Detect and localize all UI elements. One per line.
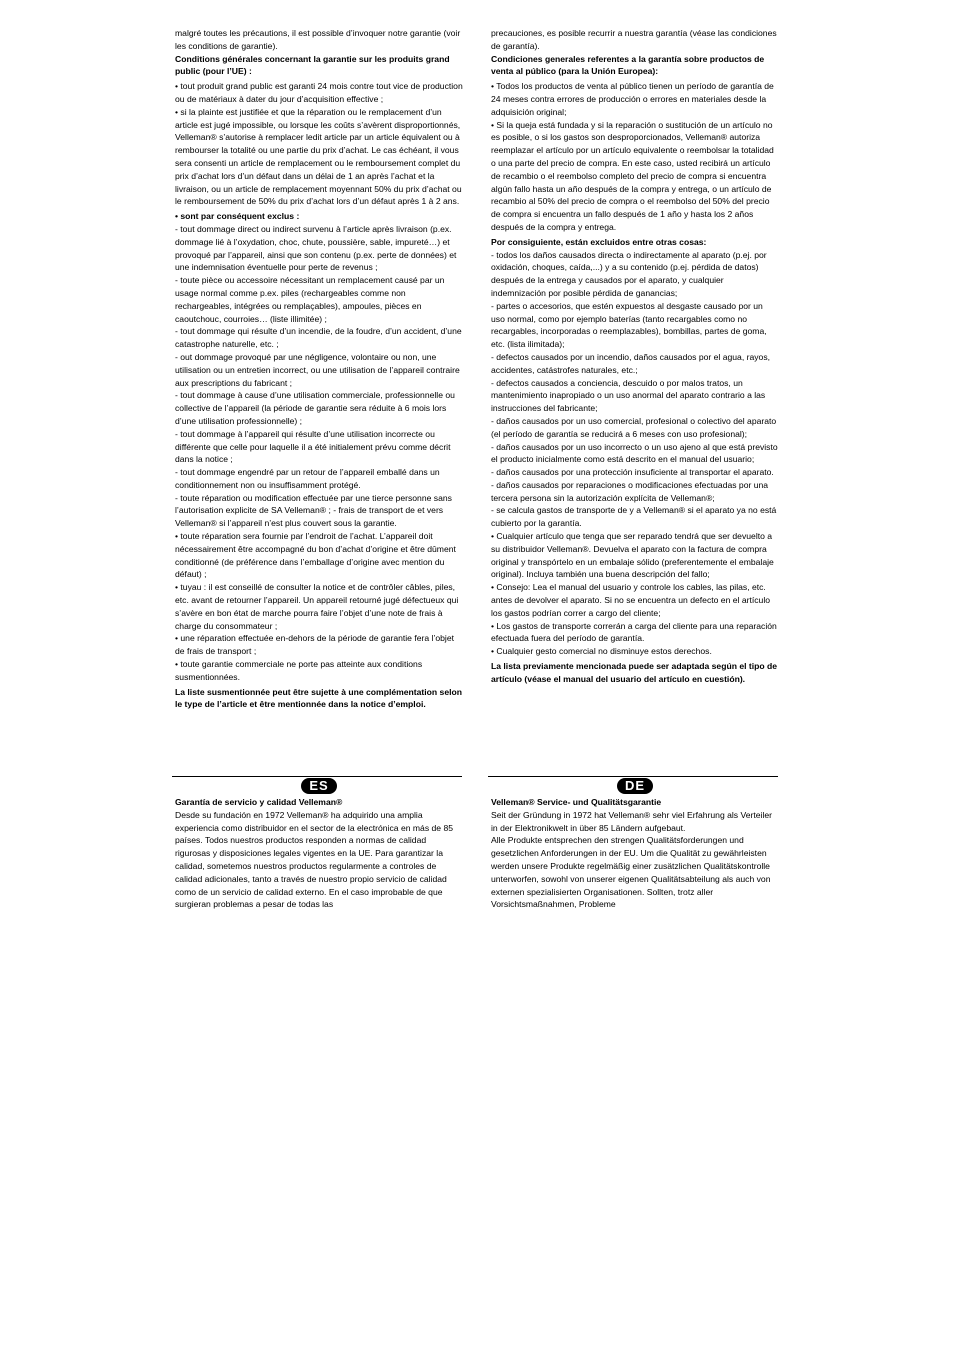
de-section-title: Velleman® Service- und Qualitätsgarantie <box>491 797 662 807</box>
fr-closing: La liste susmentionnée peut être sujette à une complémentation selon le type de l’article et être mentionnée dans la notice d’emploi. <box>175 686 463 710</box>
list-item: - tout dommage qui résulte d’un incendie, de la foudre, d’un accident, d’une catastrophe naturelle, etc. ; <box>175 326 462 350</box>
list-item: • tout produit grand public est garanti 24 mois contre tout vice de production ou de matériaux à dater du jour d’acquisition effective ; <box>175 81 463 104</box>
list-item: • tuyau : il est conseillé de consulter la notice et de contrôler câbles, piles, etc. avant de retourner l’appareil. Un appareil retourné jugé défectueux qui s’avère en bon état de marche pourra faire l’objet d’une note de frais à charge du consommateur ; <box>175 582 459 631</box>
es-excluded-heading: Por consiguiente, están excluidos entre otras cosas: <box>491 236 707 247</box>
es-closing: La lista previamente mencionada puede ser adaptada según el tipo de artículo (véase el manual del usuario del artículo en cuestión). <box>491 661 778 684</box>
list-item: - daños causados por una protección insuficiente al transportar el aparato. <box>491 467 774 478</box>
list-item: - out dommage provoqué par une négligence, volontaire ou non, une utilisation ou un entretien incorrect, ou une utilisation de l’appareil contraire aux prescriptions du fabricant ; <box>175 351 460 388</box>
es-excluded-list <box>491 249 779 659</box>
list-item: - toute pièce ou accessoire nécessitant un remplacement causé par un usage normal comme p.ex. piles (rechargeables comme non rechargeables, intégrées ou remplaçables), ampoules, pièces en caoutchouc, courroies… (liste illimitée) ; <box>175 275 445 324</box>
list-item: - daños causados por reparaciones o modificaciones efectuadas por una tercera persona sin la autorización explícita de Velleman®; <box>491 479 769 503</box>
fr-intro: malgré toutes les précautions, il est possible d’invoquer notre garantie (voir les conditions de garantie). <box>175 28 461 51</box>
de-section-body-2: Alle Produkte entsprechen den strengen Qualitätsforderungen und gesetzlichen Anforderungen in der EU. Um die Qualität zu gewährleisten werden unsere Produkte regelmäßig einer zusätzlichen Qualitätskontrolle unterworfen, sowohl von unserer eigenen Qualitätsabteilung als auch von externen spezialisierten Organisationen. Sollten, trotz aller Vorsichtsmaßnahmen, Probleme <box>491 835 771 910</box>
list-item: - tout dommage à cause d’une utilisation commerciale, professionnelle ou collective de l’appareil (la période de garantie sera réduite à 6 mois lors d’une utilisation professionnelle) ; <box>175 390 455 426</box>
list-item: - partes o accesorios, que estén expuestos al desgaste causado por un uso normal, como por ejemplo baterías (tanto recargables como no recargables, incorporadas o reemplazables), bombillas, partes de goma, etc. (lista ilimitada); <box>491 300 767 350</box>
list-item: • toute réparation sera fournie par l’endroit de l’achat. L’appareil doit nécessairement être accompagné du bon d’achat d’origine et être dûment conditionné (de préférence dans l’emballage d’origine avec mention du défaut) ; <box>175 531 456 580</box>
de-language-badge: DE <box>617 778 653 794</box>
list-item: - todos los daños causados directa o indirectamente al aparato (p.ej. por oxidación, choques, caída,...) y a su contenido (p.ej. pérdida de datos) después de la entrega y causados por el aparato, y cualquier indemnización por posible pérdida de ganancias; <box>491 249 767 298</box>
de-badge-row <box>491 776 779 796</box>
list-item: • Cualquier artículo que tenga que ser reparado tendrá que ser devuelto a su distribuidor Velleman®. Devuelva el aparato con la factura de compra original y transpórtelo en un embalaje sólido (preferentemente el embalaje original). Incluya también una buena descripción del fallo; <box>491 531 774 580</box>
spanish-service-section <box>175 776 463 911</box>
es-language-badge: ES <box>301 778 336 794</box>
es-badge-row <box>175 776 463 796</box>
es-section-body: Desde su fundación en 1972 Velleman® ha adquirido una amplia experiencia como distribuidor en el sector de la electrónica en más de 85 países. Todos nuestros productos responden a normas de calidad rigurosas y disposiciones legales vigentes en la UE. Para garantizar la calidad, sometemos nuestros productos regularmente a controles de calidad adicionales, tanto a través de nuestro propio servicio de calidad como de un servicio de calidad externo. En el caso improbable de que surgieran problemas a pesar de todas las <box>175 809 454 910</box>
list-item: - defectos causados a conciencia, descuido o por malos tratos, un mantenimiento inapropiado o un uso anormal del aparato contrario a las instrucciones del fabricante; <box>491 377 766 414</box>
list-item: - daños causados por un uso comercial, profesional o colectivo del aparato (el período de garantía se reducirá a 6 meses con uso profesional); <box>491 415 777 439</box>
list-item: - tout dommage direct ou indirect survenu à l’article après livraison (p.ex. dommage lié à l’oxydation, choc, chute, poussière, sable, impureté…) et provoqué par l’appareil, ainsi que son contenu (p.ex. perte de données) et une indemnisation éventuelle pour perte de revenus ; <box>175 223 457 273</box>
list-item: • Todos los productos de venta al público tienen un período de garantía de 24 meses contra errores de producción o errores en materiales desde la adquisición original; <box>491 81 774 117</box>
fr-excluded-list <box>175 223 463 684</box>
list-item: • Consejo: Lea el manual del usuario y controle los cables, las pilas, etc. antes de devolver el aparato. Si no se encuentra un defecto en el artículo los gastos podrían correr a cargo del cliente; <box>491 582 771 618</box>
list-item: - toute réparation ou modification effectuée par une tierce personne sans l’autorisation explicite de SA Velleman® ; - frais de transport de et vers Velleman® si l’appareil n’est plus couvert sous la garantie. <box>175 492 452 529</box>
list-item: - tout dommage à l’appareil qui résulte d’une utilisation incorrecte ou différente que celle pour laquelle il a été initialement prévu comme décrit dans la notice ; <box>175 428 451 465</box>
list-item: • Los gastos de transporte correrán a carga del cliente para una reparación efectuada fuera del período de garantía. <box>491 620 777 644</box>
list-item: • si la plainte est justifiée et que la réparation ou le remplacement d’un article est jugé impossible, ou lorsque les coûts s’avèrent disproportionnés, Velleman® s’autorise à remplacer ledit article par un article équivalent ou à rembourser la totalité ou une partie du prix d’achat. Le cas échéant, il vous sera consenti un article de remplacement ou le remboursement complet du prix d’achat lors d’un défaut dans un délai de 1 an après l’achat et la livraison, ou un article de remplacement moyennant 50% du prix d’achat ou le remboursement de 50% du prix d’achat lors d’un défaut après 1 à 2 ans. <box>175 106 462 207</box>
es-section-title: Garantía de servicio y calidad Velleman® <box>175 797 343 807</box>
fr-items <box>175 80 463 208</box>
german-service-section <box>491 776 779 911</box>
es-items <box>491 80 779 234</box>
spanish-warranty-conditions-column <box>491 27 779 686</box>
list-item: • Cualquier gesto comercial no disminuye estos derechos. <box>491 646 712 657</box>
list-item: • une réparation effectuée en-dehors de la période de garantie fera l’objet de frais de transport ; <box>175 633 454 657</box>
list-item: - daños causados por un uso incorrecto o un uso ajeno al que está previsto el producto inicialmente como está descrito en el manual del usuario; <box>491 441 778 465</box>
de-section-body-1: Seit der Gründung in 1972 hat Velleman® sehr viel Erfahrung als Verteiler in der Elektronikwelt in über 85 Ländern aufgebaut. <box>491 809 773 833</box>
list-item: • Si la queja está fundada y si la reparación o sustitución de un artículo no es posible, o si los gastos son desproporcionados, Velleman® autoriza reemplazar el artículo por un artículo equivalente o reembolsar la totalidad o una parte del precio de compra. En este caso, usted recibirá un artículo de recambio o el reembolso completo del precio de compra si encuentra algún fallo hasta un año después de la compra y entrega, o un artículo de recambio al 50% del precio de compra o el reembolso del 50% del precio de compra si encuentra un fallo después de 1 año y hasta los 2 años después de la compra y entrega. <box>491 119 774 232</box>
fr-excluded-heading: • sont par conséquent exclus : <box>175 211 300 222</box>
list-item: - se calcula gastos de transporte de y a Velleman® si el aparato ya no está cubierto por la garantía. <box>491 505 777 529</box>
list-item: - tout dommage engendré par un retour de l’appareil emballé dans un conditionnement non ou insuffisamment protégé. <box>175 467 440 490</box>
french-warranty-column <box>175 27 463 711</box>
fr-heading: Conditions générales concernant la garantie sur les produits grand public (pour l’UE) : <box>175 53 450 77</box>
list-item: • toute garantie commerciale ne porte pas atteinte aux conditions susmentionnées. <box>175 659 423 682</box>
es-heading: Condiciones generales referentes a la garantía sobre productos de venta al público (para la Unión Europea): <box>491 53 765 77</box>
es-intro: precauciones, es posible recurrir a nuestra garantía (véase las condiciones de garantía). <box>491 28 777 51</box>
list-item: - defectos causados por un incendio, daños causados por el agua, rayos, accidentes, catástrofes naturales, etc.; <box>491 351 770 375</box>
